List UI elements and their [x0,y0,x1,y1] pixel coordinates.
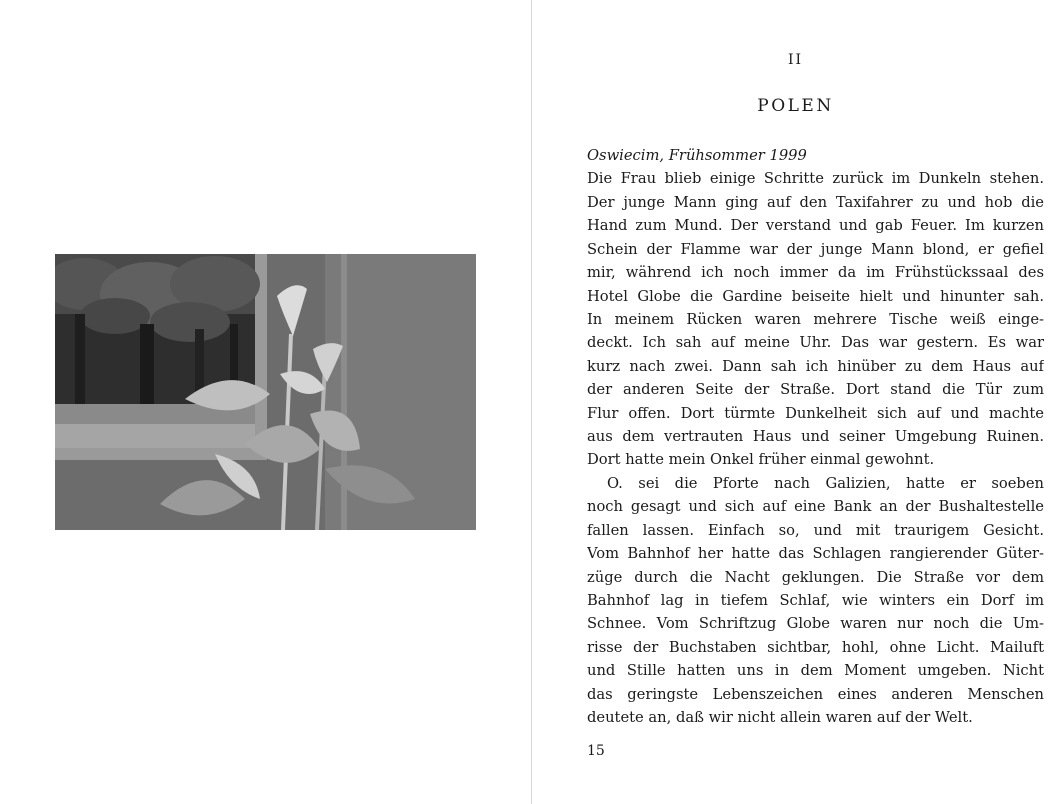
chapter-number: II [787,52,804,68]
text-line: züge durch die Nacht geklungen. Die Straße vor dem [587,568,1044,586]
text-line: noch gesagt und sich auf eine Bank an der Bushaltestelle [587,498,1044,516]
text-line: Dort hatte mein Onkel früher einmal gewohnt. [587,451,935,469]
text-line: aus dem vertrauten Haus und seiner Umgebung Ruinen. [587,428,1044,446]
text-line: Vom Bahnhof her hatte das Schlagen rangierender Güter- [587,545,1044,563]
text-line: deckt. Ich sah auf meine Uhr. Das war gestern. Es war [587,334,1044,352]
photograph [55,254,476,530]
text-line: Hotel Globe die Gardine beiseite hielt und hinunter sah. [587,287,1044,305]
text-line: Der junge Mann ging auf den Taxifahrer zu und hob die [587,193,1044,211]
text-line: kurz nach zwei. Dann sah ich hinüber zu dem Haus auf [587,357,1044,375]
text-line: risse der Buchstaben sichtbar, hohl, ohne Licht. Mailuft [587,638,1044,656]
page-number: 15 [587,743,605,759]
right-page [532,0,1059,804]
text-line: der anderen Seite der Straße. Dort stand die Tür zum [587,381,1044,399]
text-line: Bahnhof lag in tiefem Schlaf, wie winters ein Dorf im [587,592,1044,610]
text-line: fallen lassen. Einfach so, und mit traurigem Gesicht. [587,521,1044,539]
text-line: deutete an, daß wir nicht allein waren auf der Welt. [587,709,973,727]
text-line: O. sei die Pforte nach Galizien, hatte er soeben [607,474,1044,492]
text-line: Schein der Flamme war der junge Mann blond, er gefiel [587,240,1044,258]
text-line: das geringste Lebenszeichen eines anderen Menschen [587,685,1044,703]
text-line: In meinem Rücken waren mehrere Tische weiß einge- [587,310,1044,328]
text-line: Oswiecim, Frühsommer 1999 [587,147,807,164]
chapter-title: POLEN [757,96,834,116]
text-line: Schnee. Vom Schriftzug Globe waren nur noch die Um- [587,615,1044,633]
body-text [587,144,1044,730]
text-line: und Stille hatten uns in dem Moment umgeben. Nicht [587,662,1044,680]
photo-illustration-icon [55,254,476,530]
text-line: Die Frau blieb einige Schritte zurück im Dunkeln stehen. [587,170,1044,188]
text-line: Flur offen. Dort türmte Dunkelheit sich auf und machte [587,404,1044,422]
text-line: mir, während ich noch immer da im Frühstückssaal des [587,264,1044,282]
text-line: Hand zum Mund. Der verstand und gab Feuer. Im kurzen [587,217,1044,235]
